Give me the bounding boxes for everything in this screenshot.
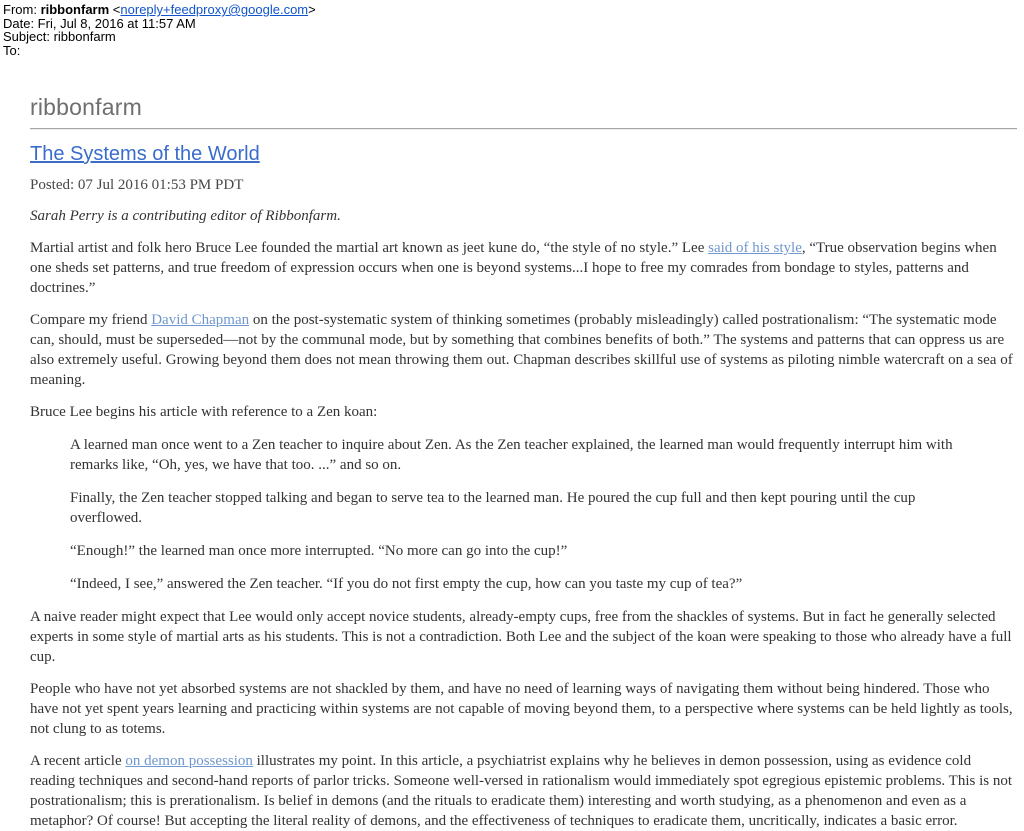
post-title	[30, 143, 1017, 166]
masthead-divider	[30, 128, 1017, 130]
article-paragraph-6	[30, 751, 1017, 831]
koan-paragraph-4: “Indeed, I see,” answered the Zen teacher. “If you do not first empty the cup, how can you taste my cup of tea?”	[70, 576, 743, 592]
post-title-link[interactable]: The Systems of the World	[30, 143, 260, 165]
from-email-link[interactable]: noreply+feedproxy@google.com	[120, 2, 309, 17]
author-byline: Sarah Perry is a contributing editor of Ribbonfarm.	[30, 208, 341, 224]
koan-paragraph-2: Finally, the Zen teacher stopped talking and began to serve tea to the learned man. He poured the cup full and then kept pouring until the cup overflowed.	[70, 490, 916, 526]
paragraph-text: illustrates my point. In this article, a psychiatrist explains why he believes in demon possession, using as evidence cold reading techniques and second-hand reports of parlor tricks. Someone well-versed in rationalism would immediately spot egregious epistemic problems. This is not postrationalism; this is prerationalism. Is belief in demons (and the rituals to eradicate them) interesting and worth studying, as a phenomenon and even as a metaphor? Of course! But accepting the literal reality of demons, and the effectiveness of techniques to eradicate them, uncritically, indicates a basic error.	[30, 753, 1012, 829]
paragraph-text: Martial artist and folk hero Bruce Lee founded the martial art known as jeet kune do, “the style of no style.” Lee	[30, 240, 709, 256]
david-chapman-link[interactable]: David Chapman	[151, 312, 250, 328]
article-paragraph-1	[30, 238, 1017, 298]
from-line	[3, 3, 1024, 17]
zen-koan-blockquote	[70, 435, 977, 594]
posted-date: Posted: 07 Jul 2016 01:53 PM PDT	[30, 177, 244, 193]
paragraph-text: on the post-systematic system of thinking sometimes (probably misleadingly) called postrationalism: “The systematic mode can, should, must be superseded—not by the communal mode, but by something that combines benefits of both.” The systems and patterns that can oppress us are also extremely useful. Growing beyond them does not mean throwing them out. Chapman describes skillful use of systems as piloting nimble watercraft on a sea of meaning.	[30, 312, 1013, 388]
article-paragraph-5: People who have not yet absorbed systems are not shackled by them, and have no need of learning ways of navigating them without being hindered. Those who have not yet spent years learning and practicing within systems are not capable of moving beyond them, to a perspective where systems can be held lightly as tools, not clung to as totems.	[30, 681, 1013, 737]
paragraph-text: A recent article	[30, 753, 126, 769]
paragraph-text: Compare my friend	[30, 312, 152, 328]
email-header	[0, 0, 1024, 57]
ribbonfarm-masthead: ribbonfarm	[30, 94, 142, 120]
newsletter-body	[0, 94, 1024, 831]
koan-paragraph-3: “Enough!” the learned man once more interrupted. “No more can go into the cup!”	[70, 543, 568, 559]
demon-possession-link[interactable]: on demon possession	[125, 753, 253, 769]
article-paragraph-2	[30, 310, 1017, 390]
subject-line: Subject: ribbonfarm	[3, 29, 116, 44]
angle-bracket-close: >	[308, 2, 316, 17]
from-sender-name: ribbonfarm	[40, 2, 110, 17]
to-line: To:	[3, 42, 21, 58]
from-label: From:	[3, 2, 41, 17]
said-of-his-style-link[interactable]: said of his style	[708, 240, 802, 256]
angle-bracket-open: <	[109, 2, 121, 17]
article-paragraph-4: A naive reader might expect that Lee would only accept novice students, already-empty cups, free from the shackles of systems. But in fact he generally selected experts in some style of martial arts as his students. This is not a contradiction. Both Lee and the subject of the koan were speaking to those who already have a full cup.	[30, 609, 1012, 665]
date-line: Date: Fri, Jul 8, 2016 at 11:57 AM	[3, 15, 196, 31]
paragraph-text: , “True observation begins when one sheds set patterns, and true freedom of expression occurs when one is beyond systems...I hope to free my comrades from bondage to styles, patterns and doctrines.”	[30, 240, 997, 296]
article-paragraph-3: Bruce Lee begins his article with reference to a Zen koan:	[30, 404, 378, 420]
koan-paragraph-1: A learned man once went to a Zen teacher to inquire about Zen. As the Zen teacher explained, the learned man would frequently interrupt him with remarks like, “Oh, yes, we have that too. ...” and so on.	[70, 437, 953, 473]
